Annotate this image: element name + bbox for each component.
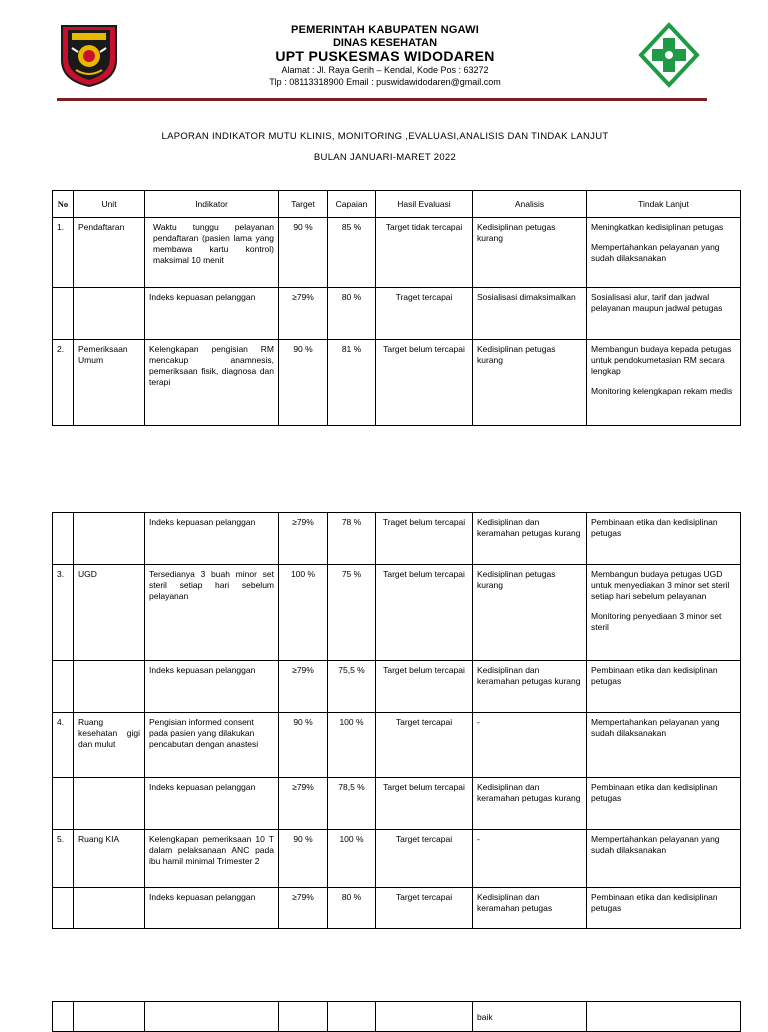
- cell-tindak-lanjut: [587, 1002, 741, 1032]
- cell-no: [53, 888, 74, 929]
- cell-analisis: baik: [473, 1002, 587, 1032]
- cell-no: 1.: [53, 218, 74, 288]
- table-row: [53, 565, 741, 661]
- cell-hasil-evaluasi: Target belum tercapai: [376, 565, 473, 661]
- tindak-lanjut-item: Monitoring kelengkapan rekam medis: [591, 386, 733, 396]
- cell-tindak-lanjut: [587, 340, 741, 426]
- col-header-target: Target: [279, 191, 328, 218]
- cell-capaian: [328, 1002, 376, 1032]
- header-divider: [57, 98, 707, 101]
- cell-unit: [74, 513, 145, 565]
- cell-target: 90 %: [279, 713, 328, 778]
- tindak-lanjut-item: Mempertahankan pelayanan yang sudah dilaksanakan: [591, 242, 720, 263]
- cell-indikator: Waktu tunggu pelayanan pendaftaran (pasien lama yang membawa kartu kontrol) maksimal 10 menit: [145, 218, 279, 288]
- cell-unit: [74, 288, 145, 340]
- cell-hasil-evaluasi: Target tercapai: [376, 888, 473, 929]
- cell-no: [53, 513, 74, 565]
- cell-tindak-lanjut: Mempertahankan pelayanan yang sudah dilaksanakan: [587, 830, 741, 888]
- puskesmas-logo: [638, 22, 700, 88]
- cell-hasil-evaluasi: Traget belum tercapai: [376, 513, 473, 565]
- cell-tindak-lanjut: [587, 565, 741, 661]
- cell-unit: Pemeriksaan Umum: [74, 340, 145, 426]
- cell-capaian: 78 %: [328, 513, 376, 565]
- cell-no: 4.: [53, 713, 74, 778]
- cell-capaian: 75,5 %: [328, 661, 376, 713]
- cell-unit: [74, 888, 145, 929]
- header-puskesmas: UPT PUSKESMAS WIDODAREN: [275, 48, 495, 64]
- cell-target: ≥79%: [279, 661, 328, 713]
- cell-capaian: 85 %: [328, 218, 376, 288]
- cell-no: 2.: [53, 340, 74, 426]
- cell-indikator: Tersedianya 3 buah minor set steril setiap hari sebelum pelayanan: [145, 565, 279, 661]
- cell-unit: Ruang kesehatan gigi dan mulut: [74, 713, 145, 778]
- cell-analisis: -: [473, 830, 587, 888]
- cell-tindak-lanjut: Pembinaan etika dan kedisiplinan petugas: [587, 778, 741, 830]
- cell-analisis: Kedisiplinan petugas kurang: [473, 340, 587, 426]
- cell-unit: [74, 661, 145, 713]
- cell-target: ≥79%: [279, 778, 328, 830]
- tindak-lanjut-item: Monitoring penyediaan 3 minor set steril: [591, 611, 722, 632]
- col-header-tindak-lanjut: Tindak Lanjut: [587, 191, 741, 218]
- cell-indikator: Indeks kepuasan pelanggan: [145, 288, 279, 340]
- cell-capaian: 75 %: [328, 565, 376, 661]
- cell-no: [53, 1002, 74, 1032]
- cell-target: ≥79%: [279, 513, 328, 565]
- cell-hasil-evaluasi: Target belum tercapai: [376, 661, 473, 713]
- kabupaten-ngawi-crest: [58, 22, 120, 88]
- cell-no: [53, 288, 74, 340]
- cell-hasil-evaluasi: Target tercapai: [376, 713, 473, 778]
- cell-indikator: Indeks kepuasan pelanggan: [145, 661, 279, 713]
- table-row: [53, 661, 741, 713]
- header-department: DINAS KESEHATAN: [332, 37, 438, 49]
- cell-no: [53, 778, 74, 830]
- cell-hasil-evaluasi: Target tercapai: [376, 830, 473, 888]
- tindak-lanjut-item: Meningkatkan kedisiplinan petugas: [591, 222, 724, 232]
- cell-analisis: Kedisiplinan petugas kurang: [473, 565, 587, 661]
- cell-target: 100 %: [279, 565, 328, 661]
- table-row: [53, 778, 741, 830]
- cell-indikator: Indeks kepuasan pelanggan: [145, 513, 279, 565]
- report-period: BULAN JANUARI-MARET 2022: [313, 152, 457, 163]
- col-header-indikator: Indikator: [145, 191, 279, 218]
- indicator-table-part-1: [52, 190, 741, 426]
- cell-indikator: Indeks kepuasan pelanggan: [145, 888, 279, 929]
- cell-target: 90 %: [279, 830, 328, 888]
- cell-unit: [74, 778, 145, 830]
- col-header-hasil-evaluasi: Hasil Evaluasi: [376, 191, 473, 218]
- tindak-lanjut-item: Membangun budaya kepada petugas untuk pendokumetasian RM secara lengkap: [591, 344, 732, 376]
- cell-hasil-evaluasi: Target belum tercapai: [376, 778, 473, 830]
- cell-capaian: 80 %: [328, 888, 376, 929]
- cell-no: 3.: [53, 565, 74, 661]
- table-row: [53, 340, 741, 426]
- cell-analisis: Kedisiplinan dan keramahan petugas kurang: [473, 513, 587, 565]
- cell-capaian: 100 %: [328, 713, 376, 778]
- cell-indikator: [145, 1002, 279, 1032]
- table-row: [53, 1002, 741, 1032]
- col-header-no: No: [53, 191, 74, 218]
- cell-indikator: Pengisian informed consent pada pasien yang dilakukan pencabutan dengan anastesi: [145, 713, 279, 778]
- col-header-unit: Unit: [74, 191, 145, 218]
- cell-target: ≥79%: [279, 888, 328, 929]
- cell-analisis: Kedisiplinan petugas kurang: [473, 218, 587, 288]
- col-header-capaian: Capaian: [328, 191, 376, 218]
- header-government: PEMERINTAH KABUPATEN NGAWI: [291, 24, 479, 36]
- cell-hasil-evaluasi: Traget tercapai: [376, 288, 473, 340]
- cell-analisis: Kedisiplinan dan keramahan petugas kurang: [473, 778, 587, 830]
- cell-hasil-evaluasi: Target tidak tercapai: [376, 218, 473, 288]
- table-row: [53, 888, 741, 929]
- indicator-table-part-3: [52, 1001, 741, 1032]
- cell-tindak-lanjut: Pembinaan etika dan kedisiplinan petugas: [587, 888, 741, 929]
- cell-tindak-lanjut: Pembinaan etika dan kedisiplinan petugas: [587, 513, 741, 565]
- cell-analisis: Sosialisasi dimaksimalkan: [473, 288, 587, 340]
- cell-target: [279, 1002, 328, 1032]
- table-row: [53, 713, 741, 778]
- cell-no: [53, 661, 74, 713]
- cell-unit: Pendaftaran: [74, 218, 145, 288]
- header-address: Alamat : Jl. Raya Gerih – Kendal, Kode Pos : 63272: [281, 65, 489, 75]
- cell-capaian: 80 %: [328, 288, 376, 340]
- cell-indikator: Indeks kepuasan pelanggan: [145, 778, 279, 830]
- cell-unit: UGD: [74, 565, 145, 661]
- cell-indikator: Kelengkapan pemeriksaan 10 T dalam pelaksanaan ANC pada ibu hamil minimal Trimester 2: [145, 830, 279, 888]
- cell-target: 90 %: [279, 218, 328, 288]
- table-row: [53, 218, 741, 288]
- table-row: [53, 513, 741, 565]
- cell-tindak-lanjut: Sosialisasi alur, tarif dan jadwal pelayanan maupun jadwal petugas: [587, 288, 741, 340]
- report-title: LAPORAN INDIKATOR MUTU KLINIS, MONITORING ,EVALUASI,ANALISIS DAN TINDAK LANJUT: [161, 131, 609, 142]
- cell-tindak-lanjut: Mempertahankan pelayanan yang sudah dilaksanakan: [587, 713, 741, 778]
- indicator-table-part-2: [52, 512, 741, 929]
- cell-indikator: Kelengkapan pengisian RM mencakup anamnesis, pemeriksaan fisik, diagnosa dan terapi: [145, 340, 279, 426]
- cell-unit: [74, 1002, 145, 1032]
- table-header-row: [53, 191, 741, 218]
- cell-analisis: Kedisiplinan dan keramahan petugas: [473, 888, 587, 929]
- cell-hasil-evaluasi: Target belum tercapai: [376, 340, 473, 426]
- cell-target: 90 %: [279, 340, 328, 426]
- cell-hasil-evaluasi: [376, 1002, 473, 1032]
- cell-no: 5.: [53, 830, 74, 888]
- cell-tindak-lanjut: Pembinaan etika dan kedisiplinan petugas: [587, 661, 741, 713]
- col-header-analisis: Analisis: [473, 191, 587, 218]
- tindak-lanjut-item: Membangun budaya petugas UGD untuk menyediakan 3 minor set steril setiap hari sebelum pelayanan: [591, 569, 730, 601]
- cell-capaian: 78,5 %: [328, 778, 376, 830]
- cell-capaian: 100 %: [328, 830, 376, 888]
- cell-unit: Ruang KIA: [74, 830, 145, 888]
- cell-analisis: Kedisiplinan dan keramahan petugas kurang: [473, 661, 587, 713]
- table-row: [53, 288, 741, 340]
- table-row: [53, 830, 741, 888]
- cell-capaian: 81 %: [328, 340, 376, 426]
- cell-analisis: -: [473, 713, 587, 778]
- header-contact: Tlp : 08113318900 Email : puswidawidodaren@gmail.com: [269, 77, 501, 87]
- cell-target: ≥79%: [279, 288, 328, 340]
- cell-tindak-lanjut: [587, 218, 741, 288]
